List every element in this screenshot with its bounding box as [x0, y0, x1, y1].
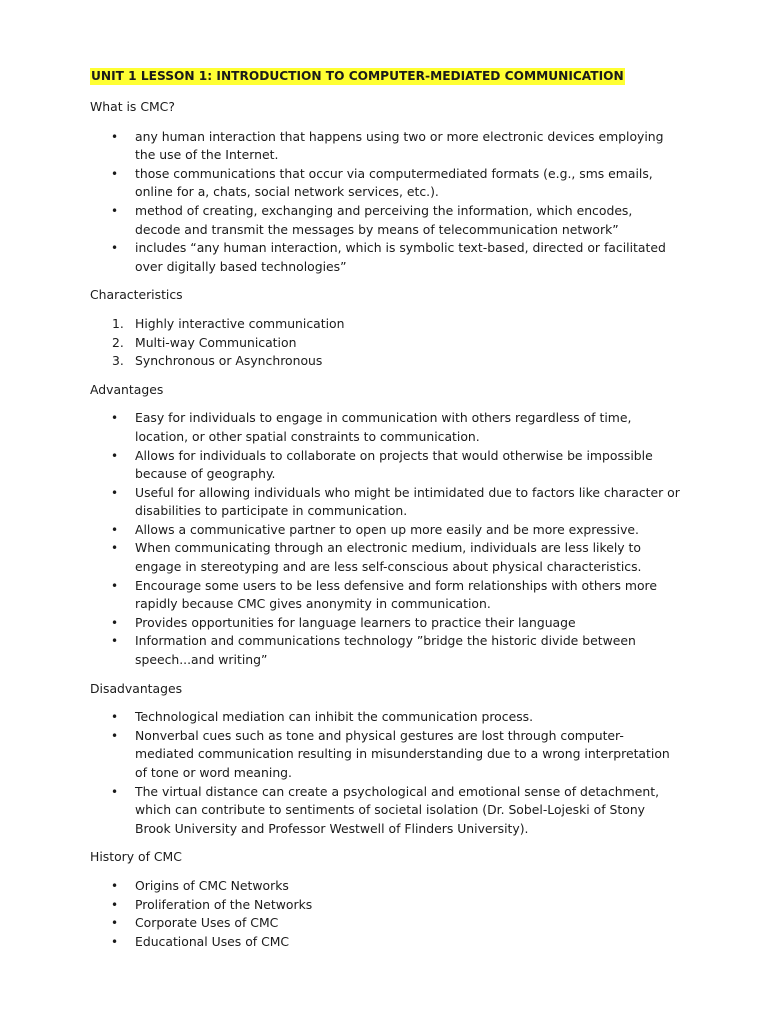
list-item: • Corporate Uses of CMC: [90, 914, 680, 933]
bullet-icon: •: [111, 934, 119, 949]
list-item: • When communicating through an electronic medium, individuals are less likely to engage in stereotyping and are less self-conscious about physical characteristics.: [111, 540, 642, 575]
list-item: • The virtual distance can create a psychological and emotional sense of detachment, which can contribute to sentiments of societal isolation (Dr. Sobel-Lojeski of Stony Brook University and Professor Westwell of Flinders University).: [111, 783, 660, 836]
section-heading-advantages: Advantages: [90, 381, 164, 397]
list-item: • Easy for individuals to engage in communication with others regardless of time, location, or other spatial constraints to communication.: [111, 410, 632, 444]
bullet-icon: •: [111, 615, 119, 630]
list-item: • Educational Uses of CMC: [90, 933, 680, 952]
list-item: • Information and communications technology ”bridge the historic divide between speech...and writing”: [111, 633, 636, 668]
bullet-icon: •: [111, 897, 119, 912]
list-item: • Allows a communicative partner to open up more easily and be more expressive.: [90, 521, 680, 540]
disadvantages-list: [90, 708, 680, 838]
characteristics-list: [90, 315, 680, 371]
bullet-icon: •: [111, 784, 119, 799]
list-item: • method of creating, exchanging and perceiving the information, which encodes, decode and transmit the messages by means of telecommunication network”: [111, 202, 633, 237]
bullet-icon: •: [111, 578, 119, 593]
list-item: • Technological mediation can inhibit the communication process.: [90, 708, 680, 727]
section-heading-what-is-cmc: What is CMC?: [90, 99, 175, 114]
list-number: 3.: [112, 353, 124, 369]
bullet-icon: •: [111, 129, 119, 144]
bullet-icon: •: [111, 878, 119, 893]
list-item: • any human interaction that happens using two or more electronic devices employing the use of the Internet.: [111, 128, 664, 163]
bullet-icon: •: [111, 522, 119, 537]
list-item: 3. Synchronous or Asynchronous: [90, 352, 680, 371]
bullet-icon: •: [111, 411, 119, 426]
list-item: • Nonverbal cues such as tone and physical gestures are lost through computer-mediated communication resulting in misunderstanding due to a wrong interpretation of tone or word meaning.: [111, 727, 670, 780]
bullet-icon: •: [111, 241, 119, 256]
bullet-icon: •: [111, 916, 119, 931]
what-is-cmc-list: [90, 128, 680, 277]
bullet-icon: •: [111, 203, 119, 218]
advantages-list: [90, 409, 680, 669]
bullet-icon: •: [111, 634, 119, 649]
section-heading-disadvantages: Disadvantages: [90, 680, 183, 696]
list-item: • Provides opportunities for language learners to practice their language: [90, 614, 680, 633]
bullet-icon: •: [111, 166, 119, 181]
list-number: 2.: [112, 334, 124, 350]
list-item: • Proliferation of the Networks: [90, 896, 680, 915]
list-item: 1. Highly interactive communication: [90, 315, 680, 334]
bullet-icon: •: [111, 728, 119, 743]
list-item: • those communications that occur via computermediated formats (e.g., sms emails, online for a, chats, social network services, etc.).: [111, 165, 653, 200]
list-item: • Origins of CMC Networks: [90, 877, 680, 896]
list-item: • Allows for individuals to collaborate on projects that would otherwise be impossible because of geography.: [111, 447, 653, 482]
list-item: • Encourage some users to be less defensive and form relationships with others more rapidly because CMC gives anonymity in communication.: [111, 577, 657, 612]
bullet-icon: •: [111, 448, 119, 463]
bullet-icon: •: [111, 541, 119, 556]
list-number: 1.: [112, 315, 124, 331]
list-item: 2. Multi-way Communication: [90, 334, 680, 353]
list-item: • includes “any human interaction, which is symbolic text-based, directed or facilitated over digitally based technologies”: [111, 240, 666, 274]
list-item: • Useful for allowing individuals who might be intimidated due to factors like character or disabilities to participate in communication.: [111, 484, 680, 519]
bullet-icon: •: [111, 710, 119, 725]
document-page: [90, 68, 680, 951]
bullet-icon: •: [111, 485, 119, 500]
section-heading-characteristics: Characteristics: [90, 287, 183, 303]
document-title: UNIT 1 LESSON 1: INTRODUCTION TO COMPUTER-MEDIATED COMMUNICATION: [91, 69, 624, 83]
history-list: [90, 877, 680, 951]
section-heading-history: History of CMC: [90, 849, 182, 865]
